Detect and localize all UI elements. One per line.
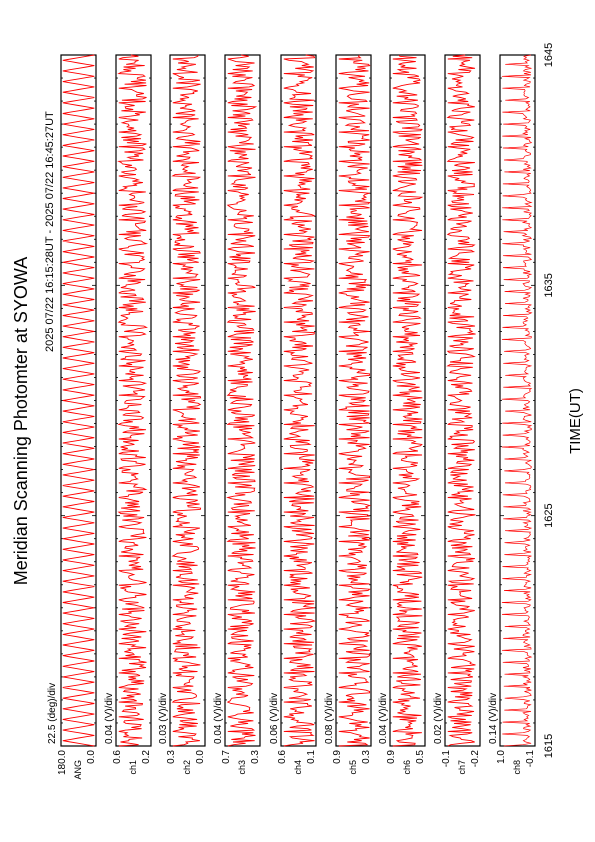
panel-frame-ch8 [500,55,535,746]
y-tick-label-bottom: 0.3 [250,750,261,764]
panel-scale-label: 22.5 (deg)/div [47,682,58,744]
x-tick-label-1615: 1615 [543,733,555,759]
series-line-ch4 [284,55,315,746]
y-tick-label-bottom: 0.3 [361,750,372,764]
channel-name: ch8 [511,760,522,775]
time-range-label: 2025 07/22 16:15:28UT - 2025 07/22 16:45:27UT [44,111,56,352]
channel-name: ch1 [127,760,138,775]
series-line-ANG [63,55,95,746]
x-tick-label-1625: 1625 [543,503,555,528]
panel-scale-label: 0.04 (V)/div [378,692,389,744]
series-line-ch6 [393,55,423,746]
channel-name: ch3 [236,760,247,775]
panel-scale-label: 0.04 (V)/div [104,692,115,744]
x-tick-label-1635: 1635 [543,273,555,298]
y-tick-label-bottom: 0.0 [195,750,206,764]
y-tick-label-top: 180.0 [57,750,68,776]
series-line-ch2 [173,55,201,746]
channel-name: ch7 [456,760,467,775]
panel-scale-label: 0.08 (V)/div [324,692,335,744]
series-line-ch5 [339,55,370,746]
series-line-ch3 [228,55,256,746]
y-tick-label-bottom: 0.5 [415,750,426,764]
y-tick-label-top: 0.9 [386,750,397,764]
y-tick-label-bottom: 0.0 [86,750,97,764]
y-tick-label-bottom: 0.1 [306,750,317,764]
y-tick-label-top: 0.6 [112,750,123,764]
y-tick-label-top: 0.3 [166,750,177,764]
panel-scale-label: 0.14 (V)/div [488,692,499,744]
channel-name: ch5 [347,760,358,775]
channel-name: ch2 [181,760,192,775]
series-line-ch7 [448,55,476,746]
panel-scale-label: 0.02 (V)/div [433,692,444,744]
channel-name: ANG [72,760,83,780]
x-axis-label: TIME(UT) [567,388,584,454]
chart-title: Meridian Scanning Photomter at SYOWA [11,256,31,586]
x-tick-label-1645: 1645 [543,42,555,68]
y-tick-label-top: 0.9 [332,750,343,764]
panel-scale-label: 0.06 (V)/div [269,692,280,744]
panel-scale-label: 0.03 (V)/div [158,692,169,744]
channel-name: ch6 [401,760,412,775]
y-tick-label-top: 0.7 [221,750,232,764]
y-tick-label-top: 1.0 [496,750,507,764]
y-tick-label-top: 0.6 [277,750,288,764]
y-tick-label-bottom: -0.1 [525,750,536,768]
series-line-ch1 [119,55,147,746]
series-line-ch8 [502,55,532,746]
y-tick-label-bottom: 0.2 [141,750,152,764]
y-tick-label-top: -0.1 [441,750,452,768]
channel-name: ch4 [292,760,303,775]
panel-scale-label: 0.04 (V)/div [213,692,224,744]
y-tick-label-bottom: -0.2 [470,750,481,768]
